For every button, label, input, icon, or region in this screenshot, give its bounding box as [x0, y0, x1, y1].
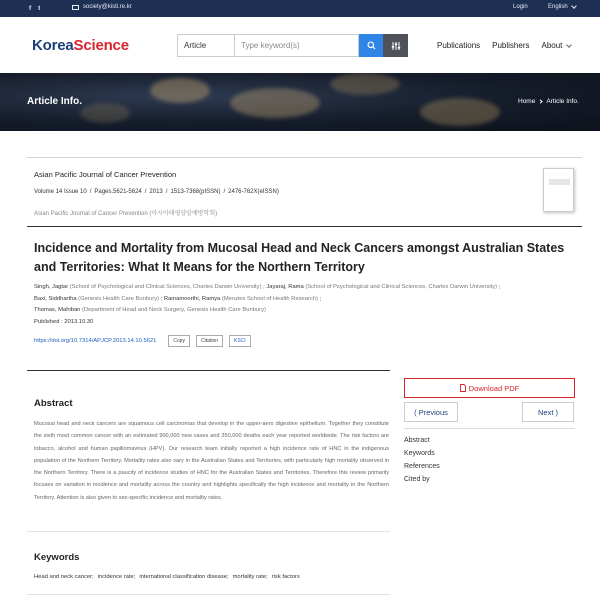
journal-publisher: Asian Pacific Journal of Cancer Prevention (아시아태평양암예방학회) [34, 211, 218, 217]
download-pdf-label: Download PDF [468, 383, 520, 393]
download-pdf-button[interactable] [404, 378, 575, 398]
keyword-item[interactable]: incidence rate; [97, 574, 136, 580]
section-nav-keywords[interactable]: Keywords [404, 450, 435, 457]
breadcrumb [518, 98, 579, 105]
email-address: society@kisti.re.kr [83, 4, 132, 10]
banner-light [420, 98, 500, 126]
author-name[interactable]: Baxi, Siddhartha [34, 295, 77, 302]
facebook-icon[interactable]: f [29, 5, 32, 12]
author-separator: ; [497, 284, 501, 290]
search-button[interactable] [359, 34, 383, 57]
author-name[interactable]: Jayaraj, Rama [266, 284, 304, 290]
twitter-icon[interactable]: t [38, 5, 41, 12]
section-divider [27, 531, 390, 532]
author-affiliation: (Genesis Health Care Bunbury) [78, 295, 160, 302]
chevron-down-icon [571, 3, 577, 9]
section-nav-references[interactable]: References [404, 463, 440, 470]
sidebar-divider [404, 428, 575, 429]
author-affiliation: (Department of Head and Neck Surgery, Genesis Health Care Bunbury) [82, 307, 266, 313]
volume-issue: Volume 14 Issue 10 [34, 189, 87, 195]
meta-separator: / [144, 189, 147, 195]
journal-cover-thumbnail[interactable] [543, 168, 574, 212]
article-links [34, 335, 251, 347]
meta-separator: / [89, 189, 92, 195]
keywords-heading: Keywords [34, 552, 80, 563]
next-article-button[interactable]: Next ) [522, 402, 574, 422]
nav-about[interactable]: About [542, 41, 572, 50]
keyword-item[interactable]: risk factors [271, 574, 300, 580]
search-input[interactable] [234, 34, 359, 57]
banner-light [150, 78, 210, 103]
keyword-item[interactable]: mortality rate; [232, 574, 268, 580]
section-divider [27, 594, 390, 595]
breadcrumb-home[interactable]: Home [518, 98, 536, 105]
section-nav [404, 437, 440, 483]
nav-publishers[interactable]: Publishers [492, 41, 530, 50]
search-type-select[interactable]: Article [177, 34, 234, 57]
ksci-button[interactable]: KSCI [229, 335, 251, 347]
author-list [34, 282, 574, 328]
citation-button[interactable]: Citation [196, 335, 223, 347]
author-name[interactable]: Singh, Jagtar [34, 284, 69, 290]
journal-info [27, 157, 582, 227]
pages: Pages.5621-5624 [94, 189, 142, 195]
copy-button[interactable]: Copy [168, 335, 190, 347]
published-date: Published : 2013.10.30 [34, 318, 94, 325]
section-nav-abstract[interactable]: Abstract [404, 437, 430, 444]
chevron-right-icon [539, 99, 543, 103]
abstract-text: Mucosal head and neck cancers are squamous cell carcinomas that develop in the upper-aero digestive epithelium. Together they constitute the sixth most common cancer with an estimated 900,000 new cases and 350,000 deaths each year reported worldwide. The risk factors are tobacco, alcohol and human papillomavirus (HPV). Our research team initially reported a high incidence rate of HNC in the indigenous population of the Northern Territory. Mortality rates also vary in the Australian States and Territories, with particularly high mortality observed in the Northern Territory. There is a paucity of incidence studies of HNC for the Australian States and Territories. Therefore this review primarily focuses on variation in incidence and mortality across the country and highlights specifically the high incidence and mortality in the Northern Territory. Attention is also given to sex-specific incidence and mortality rates. [34, 421, 389, 501]
section-divider [27, 370, 390, 371]
breadcrumb-current: Article Info. [546, 98, 579, 105]
site-logo[interactable] [32, 37, 129, 54]
keyword-item[interactable]: Head and neck cancer; [34, 574, 94, 580]
author-affiliation: (School of Psychological and Clinical Sciences, Charles Darwin University) [305, 284, 498, 290]
previous-article-button[interactable]: ( Previous [404, 402, 458, 422]
banner-light [230, 88, 320, 118]
search-icon [367, 41, 376, 50]
language-select[interactable] [548, 4, 576, 10]
mail-icon [72, 5, 79, 10]
login-link[interactable]: Login [513, 4, 528, 10]
meta-separator: / [223, 189, 226, 195]
main-nav [437, 41, 571, 50]
banner-light [80, 103, 130, 123]
pdf-file-icon [460, 384, 466, 392]
page-title: Article Info. [27, 96, 83, 107]
detail-search-button[interactable] [383, 34, 408, 57]
site-header [0, 17, 600, 73]
section-nav-cited-by[interactable]: Cited by [404, 476, 430, 483]
keyword-list [34, 574, 300, 580]
year: 2013 [149, 189, 163, 195]
author-separator: ; [261, 284, 267, 290]
abstract-heading: Abstract [34, 398, 73, 409]
author-affiliation: (Menzies School of Health Research) [221, 295, 318, 302]
logo-korea: Korea [32, 37, 74, 54]
social-links [29, 5, 40, 12]
page-banner [0, 73, 600, 131]
nav-publications[interactable]: Publications [437, 41, 481, 50]
top-bar [0, 0, 600, 17]
journal-name[interactable]: Asian Pacific Journal of Cancer Prevention [34, 170, 177, 179]
logo-science: Science [73, 37, 129, 54]
cover-band [549, 179, 570, 185]
author-name[interactable]: Ramamoorthi, Ramya [163, 295, 221, 302]
author-affiliation: (School of Psychological and Clinical Sciences, Charles Darwin University) [69, 284, 262, 290]
banner-light [330, 73, 400, 95]
meta-separator: / [165, 189, 168, 195]
eissn: 2476-762X(eISSN) [228, 189, 279, 195]
journal-meta [34, 189, 279, 195]
author-separator: ; [317, 295, 322, 302]
article-title: Incidence and Mortality from Mucosal Head and Neck Cancers amongst Australian States and Territories: What It Means for the Northern Territory [34, 241, 565, 274]
pissn: 1513-7368(pISSN) [170, 189, 221, 195]
author-name[interactable]: Thomas, Mahiban [34, 307, 81, 313]
doi-link[interactable]: https://doi.org/10.7314/APJCP.2013.14.10.5621 [34, 338, 157, 344]
keyword-item[interactable]: international classification disease; [139, 574, 229, 580]
filter-icon [391, 41, 401, 51]
email-link[interactable] [72, 4, 132, 10]
chevron-down-icon [567, 42, 573, 48]
author-separator: ; [159, 295, 164, 302]
language-label: English [548, 4, 568, 10]
search-bar [177, 34, 408, 57]
